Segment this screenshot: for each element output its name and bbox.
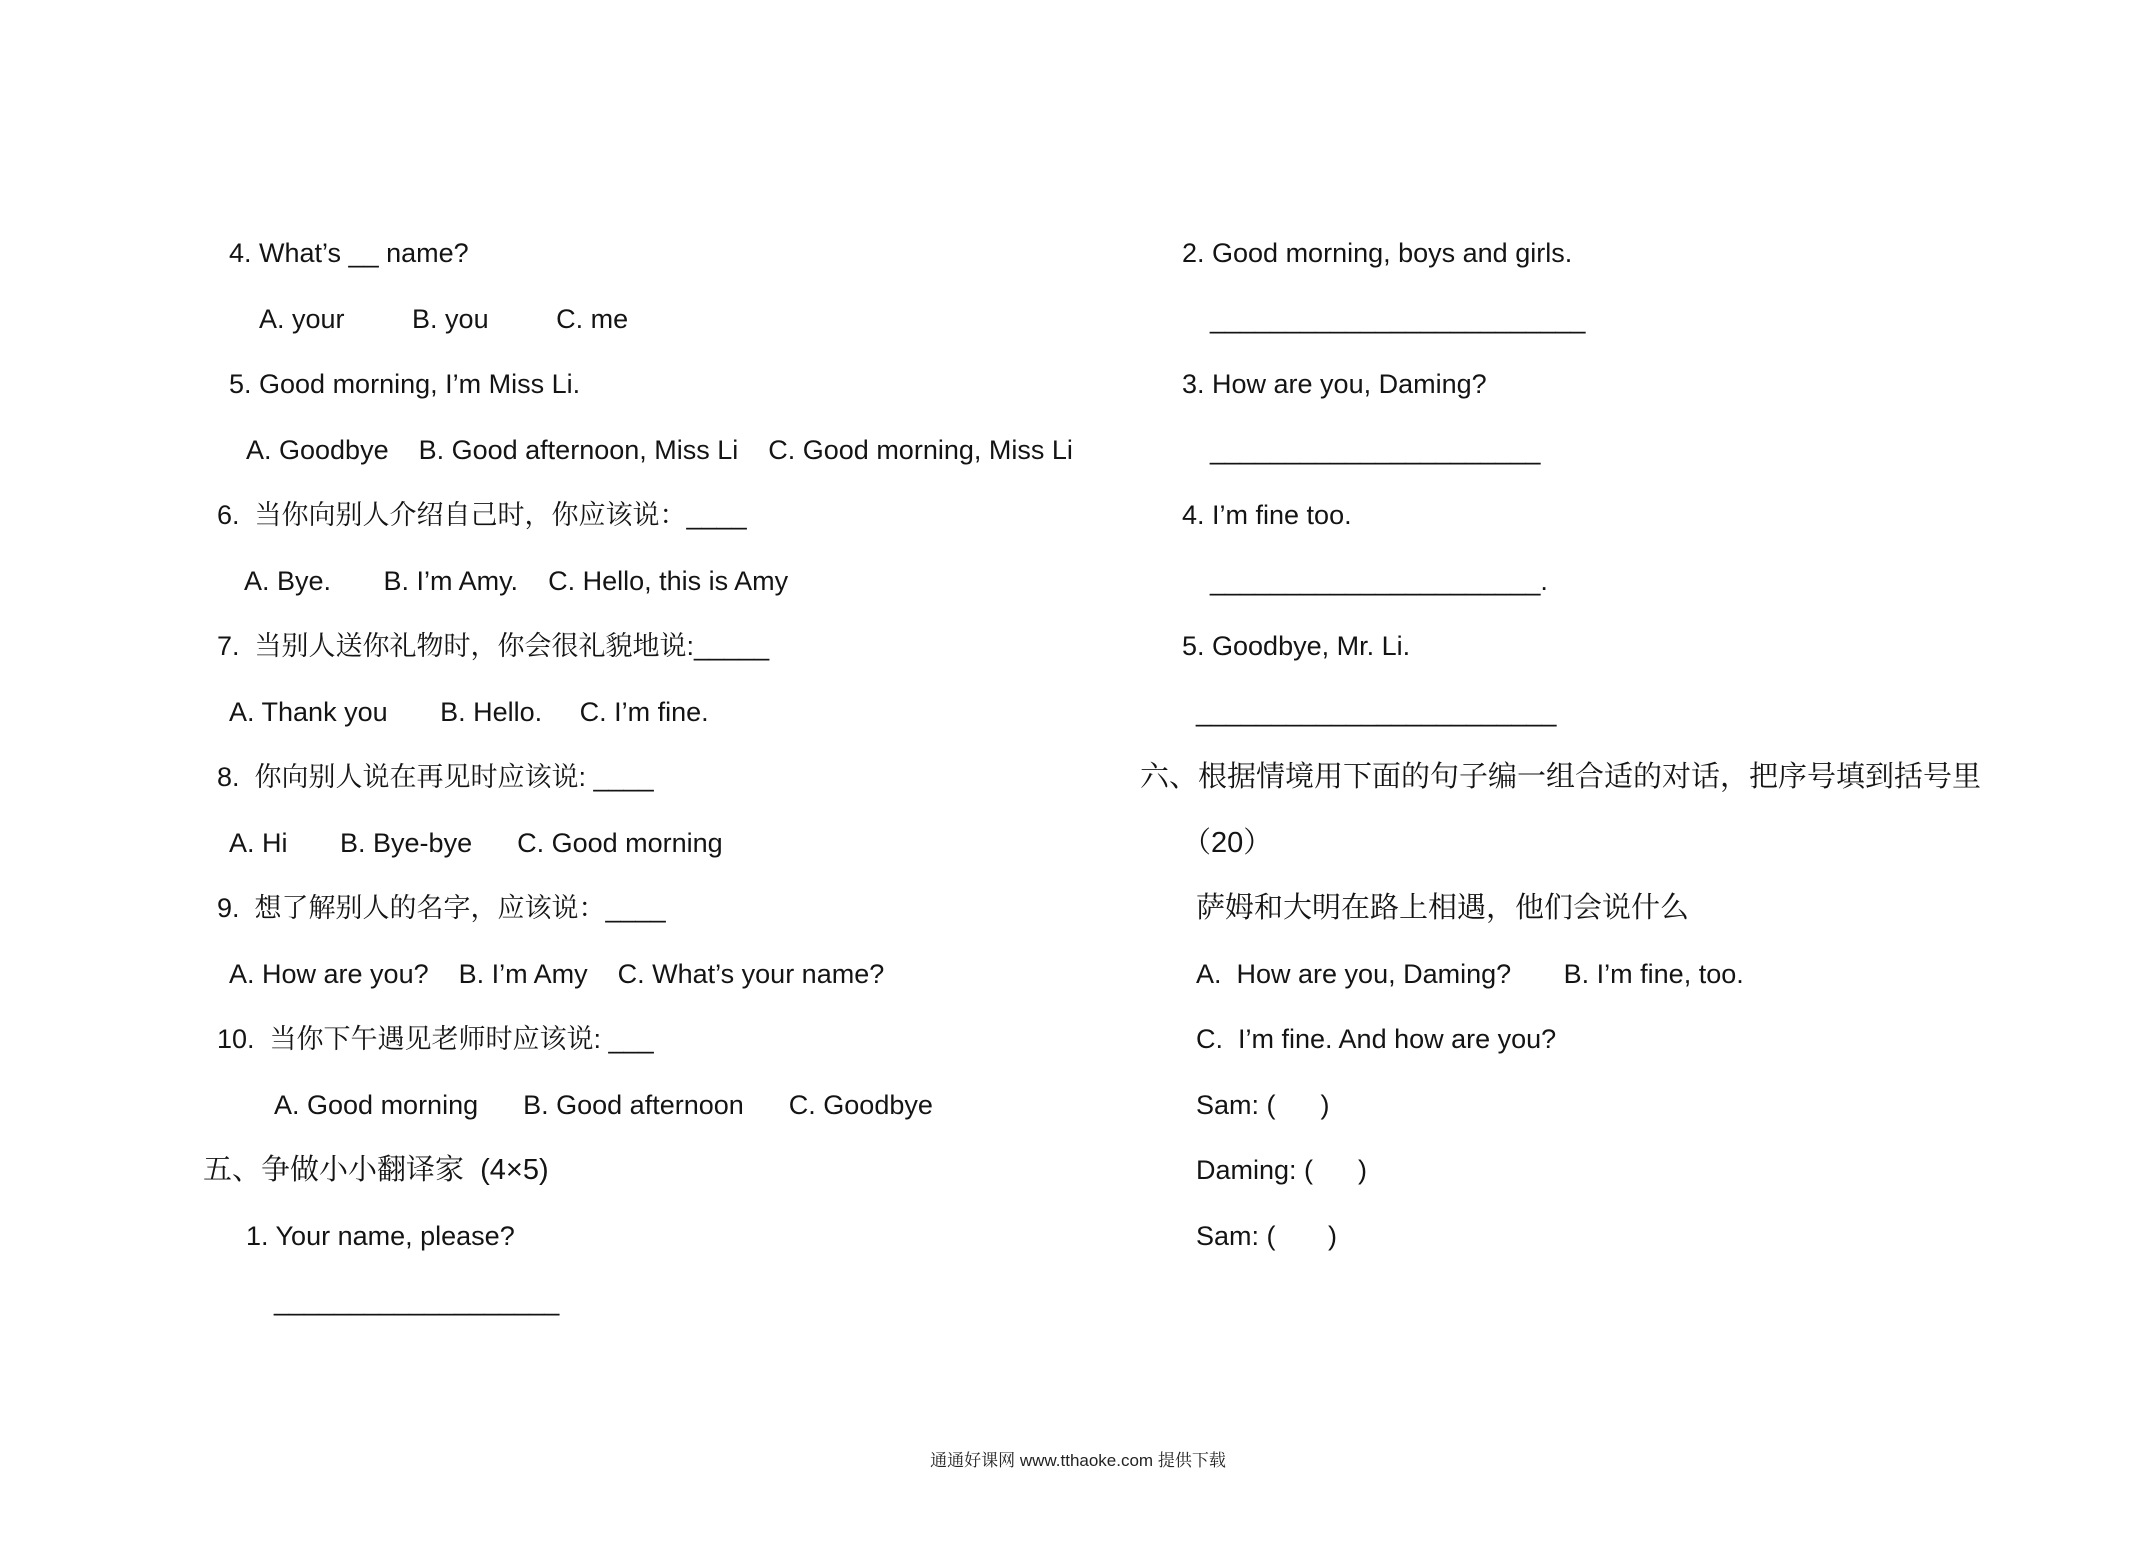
dialogue-option-c: C. I’m fine. And how are you? <box>1196 1024 1557 1054</box>
question-4: 4. What’s __ name? <box>229 238 469 268</box>
question-8-options: A. Hi B. Bye-bye C. Good morning <box>229 828 723 858</box>
answer-line: _________________________ <box>1210 304 1586 334</box>
question-6: 6. 当你向别人介绍自己时，你应该说：____ <box>217 500 747 530</box>
question-10: 10. 当你下午遇见老师时应该说: ___ <box>217 1024 654 1054</box>
dialogue-line-sam-2: Sam: ( ) <box>1196 1221 1338 1251</box>
translation-item-2: 2. Good morning, boys and girls. <box>1182 238 1573 268</box>
answer-line: ______________________ <box>1210 435 1541 465</box>
answer-line: ______________________. <box>1210 566 1548 596</box>
question-5-options: A. Goodbye B. Good afternoon, Miss Li C. Good morning, Miss Li <box>246 435 1073 465</box>
answer-line: ___________________ <box>274 1286 560 1316</box>
dialogue-options-ab: A. How are you, Daming? B. I’m fine, too. <box>1196 959 1744 989</box>
question-9: 9. 想了解别人的名字，应该说：____ <box>217 893 666 923</box>
question-7: 7. 当别人送你礼物时，你会很礼貌地说:_____ <box>217 631 770 661</box>
dialogue-line-daming: Daming: ( ) <box>1196 1155 1368 1185</box>
translation-item-5: 5. Goodbye, Mr. Li. <box>1182 631 1411 661</box>
question-5: 5. Good morning, I’m Miss Li. <box>229 369 581 399</box>
section-6-heading: 六、根据情境用下面的句子编一组合适的对话，把序号填到括号里 <box>1140 761 1982 793</box>
question-10-options: A. Good morning B. Good afternoon C. Goodbye <box>274 1090 933 1120</box>
page-footer: 通通好课网 www.tthaoke.com 提供下载 <box>930 1451 1226 1470</box>
question-8: 8. 你向别人说在再见时应该说: ____ <box>217 762 654 792</box>
answer-line: ________________________ <box>1196 697 1557 727</box>
question-9-options: A. How are you? B. I’m Amy C. What’s your name? <box>229 959 885 989</box>
section-6-score: （20） <box>1182 827 1273 859</box>
translation-item-3: 3. How are you, Daming? <box>1182 369 1487 399</box>
translation-item-1: 1. Your name, please? <box>246 1221 515 1251</box>
dialogue-line-sam-1: Sam: ( ) <box>1196 1090 1330 1120</box>
question-4-options: A. your B. you C. me <box>259 304 629 334</box>
section-5-heading: 五、争做小小翻译家 (4×5) <box>203 1154 549 1186</box>
question-7-options: A. Thank you B. Hello. C. I’m fine. <box>229 697 709 727</box>
scenario-text: 萨姆和大明在路上相遇，他们会说什么 <box>1196 892 1690 924</box>
question-6-options: A. Bye. B. I’m Amy. C. Hello, this is Amy <box>244 566 789 596</box>
translation-item-4: 4. I’m fine too. <box>1182 500 1352 530</box>
